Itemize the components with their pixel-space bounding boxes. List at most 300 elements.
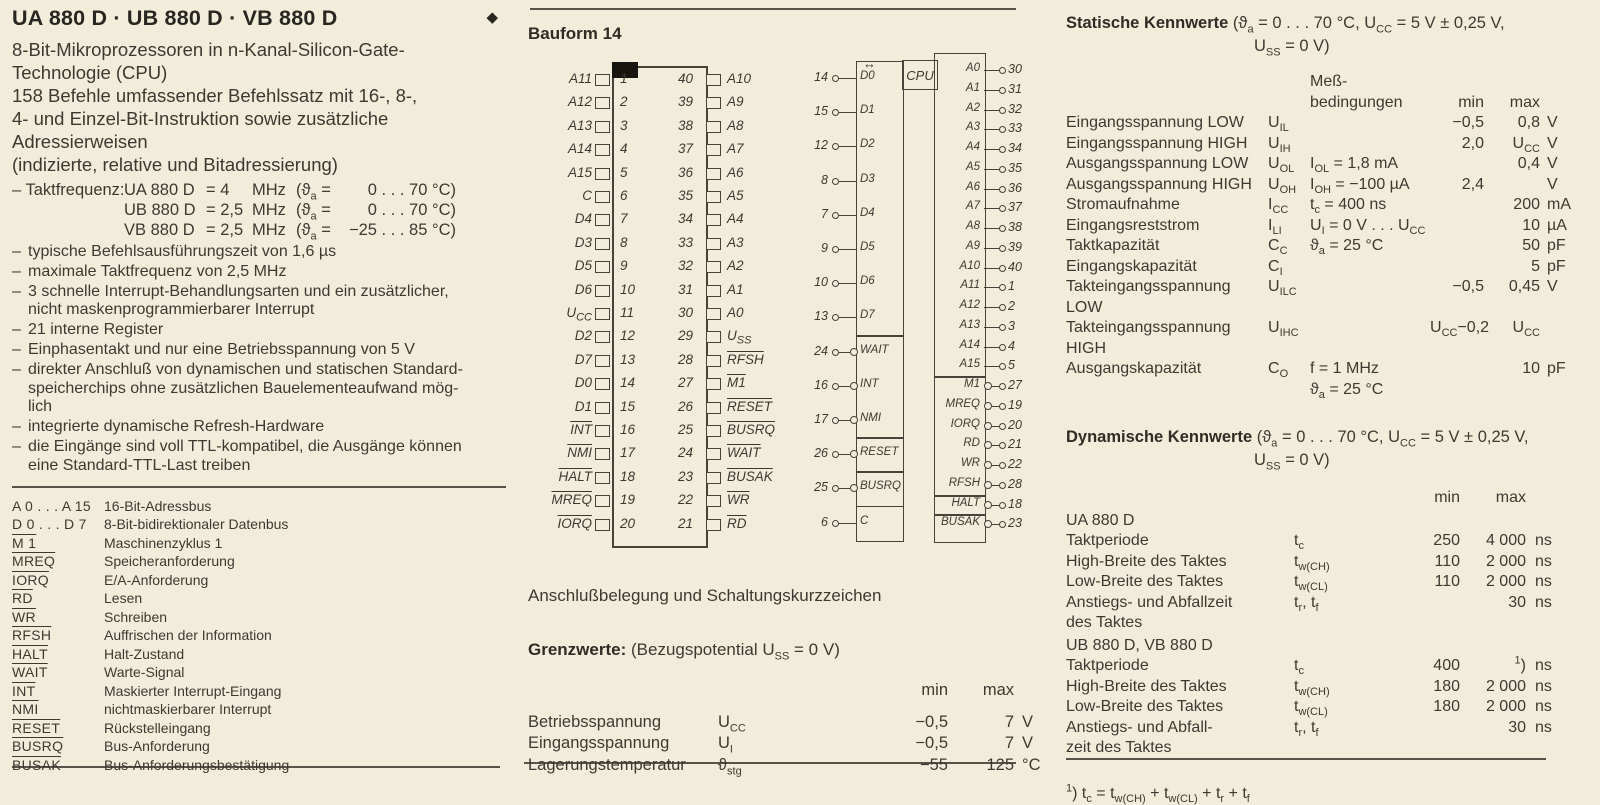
grenzwerte-heading-bold: Grenzwerte: <box>528 640 627 659</box>
static-table-row: Eingangsspannung LOW $U_{IL}$ −0,5 0,8 V <box>1066 114 1558 135</box>
grenzwerte-condition: (Bezugspotential $U_{SS} = 0$ V) <box>630 640 840 663</box>
signal-wire <box>984 208 999 209</box>
bullet-dash: – <box>12 360 21 378</box>
dip-pin-square <box>595 121 610 133</box>
dip-pin-number: 36 <box>678 164 694 180</box>
cpu-signal-label: A1 <box>965 81 980 94</box>
dip-pin-number: 17 <box>620 445 636 461</box>
signal-wire <box>838 181 856 182</box>
dip-pin-number: 15 <box>620 398 636 414</box>
legend-description: Speicheranforderung <box>104 553 235 570</box>
cpu-pin-number: 17 <box>814 412 828 426</box>
cpu-signal-label: A13 <box>959 318 980 331</box>
signal-legend-row <box>12 534 506 553</box>
signal-wire <box>991 505 999 506</box>
dip-pin-number: 5 <box>620 164 628 180</box>
cpu-pin-number: 34 <box>1008 141 1022 155</box>
dynamic-characteristics <box>1066 426 1564 759</box>
static-table-row: Ausgangsspannung LOW $U_{OL}$ $I_{OL} = 1,8$ mA 0,4 V <box>1066 155 1558 176</box>
feature-item: – 21 interne Register <box>12 321 164 339</box>
legend-description: Maskierter Interrupt-Eingang <box>104 682 282 699</box>
signal-legend-row <box>12 719 506 738</box>
signal-legend-row <box>12 589 506 608</box>
dip-pin-square <box>595 495 610 507</box>
feature-list <box>12 243 506 476</box>
inversion-circle <box>984 382 992 390</box>
bullet-dash: – <box>12 321 21 339</box>
taktfrequenz-row: VB 880 D = 2,5 MHz ($ϑ_a$ = −25 . . . 85 °C) <box>124 221 456 243</box>
cpu-signal-label: A3 <box>965 121 980 134</box>
cpu-signal-label: D3 <box>860 172 875 185</box>
legend-description: Schreiben <box>104 608 168 625</box>
dip-pin-square <box>706 355 721 367</box>
dip-pin-square <box>595 74 610 86</box>
dynamic-table-row: High-Breite des Taktes $t_{w(CH)}$ 180 2 000 ns <box>1066 677 1552 698</box>
dip-pin-label: A15 <box>567 164 592 180</box>
cpu-pin-number: 23 <box>1008 516 1022 531</box>
feature-item: – integrierte dynamische Refresh-Hardware <box>12 418 325 436</box>
signal-wire <box>984 169 999 170</box>
terminal-circle <box>999 126 1006 133</box>
dip-pin-square <box>706 425 721 437</box>
cpu-pin-number: 27 <box>1008 378 1022 392</box>
signal-legend-row <box>12 552 506 571</box>
signal-wire <box>984 248 999 249</box>
dip-pin-label: A10 <box>727 71 752 86</box>
cpu-signal-label: A7 <box>965 200 980 213</box>
cpu-pin-number: 12 <box>814 138 828 153</box>
bullet-dash: – <box>12 340 21 358</box>
cpu-signal-label: HALT <box>951 496 980 509</box>
terminal-circle <box>999 462 1006 469</box>
cpu-pin-number: 37 <box>1008 200 1022 215</box>
dynamic-table-row: Low-Breite des Taktes $t_{w(CL)}$ 110 2 000 ns <box>1066 573 1552 594</box>
inversion-circle <box>984 501 992 509</box>
signal-wire <box>838 454 850 455</box>
signal-wire <box>838 523 856 524</box>
dip-pin-label: A5 <box>727 188 744 203</box>
subtitle-line: 4- und Einzel-Bit-Instruktion sowie zusätzliche <box>12 108 389 129</box>
middle-column <box>524 0 1041 777</box>
inversion-circle <box>984 520 992 528</box>
dip-pin-number: 7 <box>620 211 628 227</box>
taktfrequenz-row: UB 880 D = 2,5 MHz ($ϑ_a$ = 0 . . . 70 °C) <box>124 201 456 223</box>
cpu-pin-number: 20 <box>1008 417 1022 432</box>
subtitle-line: Technologie (CPU) <box>12 62 168 83</box>
terminal-circle <box>999 324 1006 331</box>
terminal-circle <box>999 166 1006 173</box>
cpu-pin-number: 5 <box>1008 358 1015 373</box>
dip-pin-square <box>706 495 721 507</box>
dip-pin-square <box>595 97 610 109</box>
feature-item: – direkter Anschluß von dynamischen und statischen Standard- speicherchips ohne zusätzlichen Bauelementeaufwand mög- lich <box>12 360 463 416</box>
dip-pin-square <box>595 261 610 273</box>
cpu-signal-label: BUSAK <box>941 516 980 529</box>
signal-wire <box>984 110 999 111</box>
dip-pin-square <box>706 238 721 250</box>
static-table-row: Ausgangsspannung HIGH $U_{OH}$ $I_{OH} = -100$ µA 2,4 V <box>1066 175 1558 196</box>
cpu-pin-number: 15 <box>814 104 828 119</box>
dip-pin-number: 22 <box>678 492 694 508</box>
legend-signal: $\overline{RD}$ <box>12 590 33 607</box>
legend-description: Auffrischen der Information <box>104 627 272 644</box>
inversion-circle <box>984 402 992 410</box>
cpu-signal-label: WAIT <box>860 343 889 356</box>
legend-description: Rückstelleingang <box>104 719 211 736</box>
signal-wire <box>984 129 999 130</box>
legend-top-rule <box>12 486 506 488</box>
signal-wire <box>838 283 856 284</box>
dip-pin-label: D4 <box>574 211 592 227</box>
dip-pin-square <box>595 472 610 484</box>
feature-item: – Einphasentakt und nur eine Betriebsspannung von 5 V <box>12 340 415 358</box>
inversion-circle <box>984 461 992 469</box>
dip-pin-label: $U_{SS}$ <box>727 328 752 348</box>
cpu-signal-label: D6 <box>860 275 875 288</box>
dip-pin-label: $\overline{INT}$ <box>570 422 592 437</box>
dip-pin-number: 2 <box>620 94 628 110</box>
static-table-row: Taktkapazität $C_C$ $ϑ_a = 25$ °C 50 pF <box>1066 237 1566 258</box>
terminal-circle <box>999 146 1006 153</box>
dip-pin-square <box>706 74 721 86</box>
terminal-circle <box>999 284 1006 291</box>
dip-pin-number: 1 <box>620 71 628 86</box>
dip-pin-label: D7 <box>574 351 592 367</box>
signal-wire <box>984 347 999 348</box>
cpu-signal-label: A5 <box>965 160 980 173</box>
footnote: $^1$) $t_c = t_{w(CH)} + t_{w(CL)} + t_r + t_f$ <box>1066 782 1250 805</box>
cpu-signal-label: A8 <box>965 220 980 232</box>
dip-pin-square <box>595 214 610 226</box>
static-table-row: Takteingangsspannung LOW $U_{ILC}$ −0,5 0,45 V <box>1066 278 1558 316</box>
cpu-signal-label: D5 <box>860 241 875 253</box>
signal-legend-row <box>12 645 506 664</box>
dip-pin-square <box>706 331 721 343</box>
signal-legend-row <box>12 626 506 645</box>
dip-pin-square <box>595 144 610 156</box>
dip-pin-number: 32 <box>678 258 694 274</box>
dip-pin-label: $\overline{NMI}$ <box>567 445 592 461</box>
cpu-signal-label: A12 <box>959 299 980 311</box>
terminal-circle <box>999 304 1006 311</box>
static-col-cond-line1: Meß- <box>1310 73 1348 90</box>
legend-signal: RFSH <box>12 627 52 644</box>
cpu-pin-number: 13 <box>814 309 828 324</box>
signal-legend-row <box>12 608 506 627</box>
dynamic-heading-cond: ($ϑ_a = 0$ . . . 70 °C, $U_{CC} = 5$ V ± 0,25 V, <box>1256 428 1529 450</box>
terminal-circle <box>999 502 1006 509</box>
static-table-row: Takteingangsspannung HIGH $U_{IHC}$ $U_{CC}-0,2$ $U_{CC}$ <box>1066 319 1540 357</box>
cpu-signal-label: RD <box>963 437 980 450</box>
dip-pin-label: RFSH <box>727 351 764 367</box>
feature-item: – typische Befehlsausführungszeit von 1,6 µs <box>12 243 337 260</box>
legend-description: Halt-Zustand <box>104 645 185 662</box>
dip-pin-square <box>595 519 610 531</box>
dynamic-section-title: UA 880 D <box>1066 511 1135 529</box>
signal-wire <box>984 327 999 328</box>
dip-pin-label: $U_{CC}$ <box>566 305 592 324</box>
bullet-dash: – <box>12 243 21 260</box>
cpu-signal-label: WR <box>960 457 980 469</box>
terminal-circle <box>999 87 1006 94</box>
left-column <box>12 6 506 774</box>
subtitle-line: Adressierweisen <box>12 131 148 152</box>
dip-pin-square <box>706 308 721 320</box>
cpu-pin-number: 1 <box>1008 279 1015 294</box>
legend-description: Warte-Signal <box>104 664 185 681</box>
dip-pin-number: 8 <box>620 234 628 250</box>
cpu-pin-number: 3 <box>1008 318 1015 333</box>
dip-pin-number: 20 <box>620 515 636 531</box>
legend-signal: RESET <box>12 719 61 736</box>
title-row <box>12 6 506 31</box>
dip-pin-square <box>706 168 721 180</box>
legend-description: 8-Bit-bidirektionaler Datenbus <box>104 516 289 533</box>
legend-signal: A 0 . . . A 15 <box>12 497 91 514</box>
grenzwerte-table <box>524 712 1041 777</box>
signal-wire <box>838 112 856 113</box>
grenzwerte-header-row <box>528 680 1018 702</box>
dip-pin-label: A2 <box>727 258 744 274</box>
dip-pin-number: 21 <box>678 515 694 531</box>
bidirectional-arrow-icon: ↔ <box>863 56 876 71</box>
bauform-label: Bauform 14 <box>528 24 622 43</box>
signal-legend-row <box>12 515 506 534</box>
dynamic-table-row: High-Breite des Taktes $t_{w(CH)}$ 110 2 000 ns <box>1066 552 1552 573</box>
dip-pin-number: 4 <box>620 141 628 157</box>
dynamic-section-title: UB 880 D, VB 880 D <box>1066 636 1213 654</box>
dynamic-heading-cond-line2: $U_{SS} = 0$ V) <box>1254 451 1330 473</box>
dip-pin-label: A1 <box>727 281 744 297</box>
cpu-signal-label: NMI <box>860 412 882 424</box>
legend-description: nichtmaskierbarer Interrupt <box>104 701 272 718</box>
taktfrequenz-row: – Taktfrequenz: UA 880 D = 4 MHz ($ϑ_a$ = 0 . . . 70 °C) <box>12 181 456 203</box>
dip-pin-number: 38 <box>678 117 694 133</box>
cpu-pin-number: 7 <box>821 206 828 221</box>
dip-pin-square <box>706 144 721 156</box>
cpu-signal-label: BUSRQ <box>860 480 901 493</box>
pinout-diagram <box>524 54 1022 562</box>
legend-signal: BUSRQ <box>12 738 64 755</box>
cpu-signal-label: MREQ <box>945 397 980 410</box>
signal-legend-row <box>12 571 506 590</box>
cpu-pin-number: 25 <box>814 480 828 495</box>
dip-pin-square <box>706 261 721 273</box>
inversion-circle <box>984 481 992 489</box>
legend-signal: M 1 <box>12 534 37 551</box>
static-heading-bold: Statische Kennwerte <box>1066 14 1229 32</box>
signal-legend-row <box>12 663 506 682</box>
signal-wire <box>838 317 856 318</box>
static-col-cond-line2: bedingungen <box>1310 93 1403 111</box>
dip-pin-label: A12 <box>567 94 592 110</box>
static-table <box>1066 113 1571 401</box>
cpu-pin-number: 2 <box>1008 299 1015 313</box>
terminal-circle <box>999 423 1006 430</box>
cpu-signal-label: A15 <box>959 358 980 371</box>
dip-pin-label: D1 <box>574 398 592 414</box>
signal-wire <box>838 386 850 387</box>
dip-pin-label: C <box>582 188 592 203</box>
dip-pin-number: 31 <box>678 281 694 297</box>
legend-signal: BUSAK <box>12 756 61 773</box>
cpu-pin-number: 38 <box>1008 220 1022 234</box>
dip-pin-label: BUSAK <box>727 468 773 484</box>
terminal-circle <box>999 482 1006 489</box>
cpu-signal-label: D1 <box>860 104 875 117</box>
subtitle <box>12 38 506 176</box>
cpu-signal-label: A14 <box>959 338 980 351</box>
static-heading <box>1066 12 1564 35</box>
bullet-dash: – <box>12 437 21 455</box>
dip-pin-square <box>706 214 721 226</box>
static-col-max: max <box>1509 93 1540 111</box>
dip-pin-label: D3 <box>574 234 592 250</box>
dip-pin-label: A4 <box>727 211 744 227</box>
taktfrequenz-block <box>12 180 506 243</box>
dip-pin-square <box>706 519 721 531</box>
cpu-pin-number: 32 <box>1008 101 1022 116</box>
cpu-signal-label: D0 <box>860 70 875 82</box>
signal-legend-row <box>12 737 506 756</box>
legend-description: Lesen <box>104 590 143 607</box>
terminal-circle <box>999 442 1006 449</box>
grenzwerte-col-max: max <box>982 681 1014 699</box>
signal-wire <box>838 215 856 216</box>
dip-pin-label: A3 <box>727 234 744 250</box>
dip-pin-label: M1 <box>727 375 746 391</box>
signal-wire <box>984 287 999 288</box>
dip-pin-square <box>595 308 610 320</box>
cpu-signal-label: A9 <box>965 239 980 252</box>
inversion-circle <box>850 382 858 390</box>
dip-pin-number: 25 <box>678 422 694 437</box>
dip-pin-number: 39 <box>678 94 694 110</box>
legend-description: E/A-Anforderung <box>104 571 209 588</box>
dip-pin-square <box>706 378 721 390</box>
cpu-pin-number: 22 <box>1008 457 1022 471</box>
grenzwerte-row: Lagerungstemperatur $ϑ_{stg}$ −55 125 °C <box>528 755 1041 777</box>
subtitle-line: (indizierte, relative und Bitadressierung) <box>12 154 338 175</box>
signal-wire <box>838 420 850 421</box>
legend-signal: IORQ <box>12 571 49 588</box>
signal-wire <box>991 485 999 486</box>
signal-wire <box>984 90 999 91</box>
cpu-title-box: CPU <box>902 60 938 90</box>
dynamic-table-header <box>1066 488 1564 509</box>
cpu-signal-label: D4 <box>860 206 875 219</box>
signal-wire <box>984 307 999 308</box>
signal-wire <box>984 70 999 71</box>
signal-legend-row <box>12 497 506 516</box>
terminal-circle <box>999 225 1006 232</box>
dip-pin-label: A9 <box>727 94 744 110</box>
signal-wire <box>838 78 856 79</box>
dip-pin-number: 6 <box>620 188 628 203</box>
dip-pin-number: 29 <box>678 328 694 344</box>
signal-wire <box>984 228 999 229</box>
cpu-signal-label: INT <box>860 377 879 390</box>
cpu-signal-label: A2 <box>965 101 980 114</box>
dip-pin-label: $\overline{RD}$ <box>727 515 747 531</box>
terminal-circle <box>999 363 1006 370</box>
legend-description: Bus-Anforderung <box>104 738 210 755</box>
static-heading-cond: ($ϑ_a = 0$ . . . 70 °C, $U_{CC} = 5$ V ± 0,25 V, <box>1232 14 1505 36</box>
dip-pin-square <box>595 168 610 180</box>
legend-signal: MREQ <box>12 553 56 570</box>
cpu-pin-number: 40 <box>1008 259 1022 274</box>
dip-pin-square <box>706 97 721 109</box>
dynamic-col-max: max <box>1495 489 1526 506</box>
signal-wire <box>984 189 999 190</box>
bullet-dash: – <box>12 418 21 436</box>
signal-wire <box>838 488 850 489</box>
terminal-circle <box>999 383 1006 390</box>
dip-pin-label: D2 <box>574 328 592 344</box>
cpu-pin-number: 30 <box>1008 62 1022 76</box>
signal-legend <box>12 497 506 775</box>
dynamic-table <box>1066 511 1564 759</box>
dip-pin-square <box>595 402 610 414</box>
cpu-pin-number: 6 <box>821 514 828 529</box>
dip-pin-square <box>706 448 721 460</box>
terminal-circle <box>999 245 1006 252</box>
feature-item: – maximale Taktfrequenz von 2,5 MHz <box>12 262 287 280</box>
cpu-signal-label: D2 <box>860 138 875 151</box>
cpu-pin-number: 18 <box>1008 496 1022 511</box>
diagram-caption: Anschlußbelegung und Schaltungskurzzeichen <box>528 586 882 605</box>
cpu-pin-number: 31 <box>1008 81 1022 96</box>
legend-signal: HALT <box>12 645 48 662</box>
dip-pin-label: D6 <box>574 281 592 297</box>
dip-pin-label: A13 <box>567 117 592 133</box>
static-table-header <box>1066 72 1564 113</box>
subtitle-line: 8-Bit-Mikroprozessoren in n-Kanal-Silicon-Gate- <box>12 39 405 60</box>
dip-pin-number: 33 <box>678 234 694 250</box>
signal-wire <box>991 465 999 466</box>
dip-pin-number: 40 <box>678 71 694 86</box>
dip-pin-number: 24 <box>678 445 694 461</box>
page-title: UA 880 D · UB 880 D · VB 880 D <box>12 6 338 30</box>
cpu-pin-number: 28 <box>1008 476 1022 491</box>
static-col-min: min <box>1458 93 1484 111</box>
signal-legend-row <box>12 756 506 775</box>
dynamic-heading <box>1066 426 1564 449</box>
static-heading-cond-line2: $U_{SS} = 0$ V) <box>1254 37 1330 59</box>
signal-wire <box>991 426 999 427</box>
inversion-circle <box>850 416 858 424</box>
signal-wire <box>984 366 999 367</box>
cpu-pin-number: 35 <box>1008 160 1022 175</box>
inversion-circle <box>984 441 992 449</box>
dip-pin-square <box>706 472 721 484</box>
terminal-circle <box>999 186 1006 193</box>
dynamic-table-row: Anstiegs- und Abfall- zeit des Taktes $t_r$, $t_f$ 30 ns <box>1066 718 1552 756</box>
cpu-pin-number: 39 <box>1008 239 1022 254</box>
dip-pin-number: 11 <box>620 305 635 320</box>
dip-pin-label: A14 <box>567 141 592 157</box>
dip-pin-label: $\overline{WR}$ <box>727 492 750 508</box>
dip-pin-number: 37 <box>678 141 694 157</box>
cpu-pin-number: 14 <box>814 70 828 84</box>
grenzwerte-col-min: min <box>921 681 948 699</box>
dip-pin-number: 26 <box>678 398 694 414</box>
static-table-row: Eingangsreststrom $I_{LI}$ $U_I = 0$ V . . . $U_{CC}$ 10 µA <box>1066 216 1567 237</box>
dip-pin-label: A0 <box>727 305 744 320</box>
dip-pin-label: WAIT <box>727 445 761 461</box>
static-table-row: Eingangsspannung HIGH $U_{IH}$ 2,0 $U_{CC}$ V <box>1066 134 1558 155</box>
legend-description: 16-Bit-Adressbus <box>104 497 212 514</box>
